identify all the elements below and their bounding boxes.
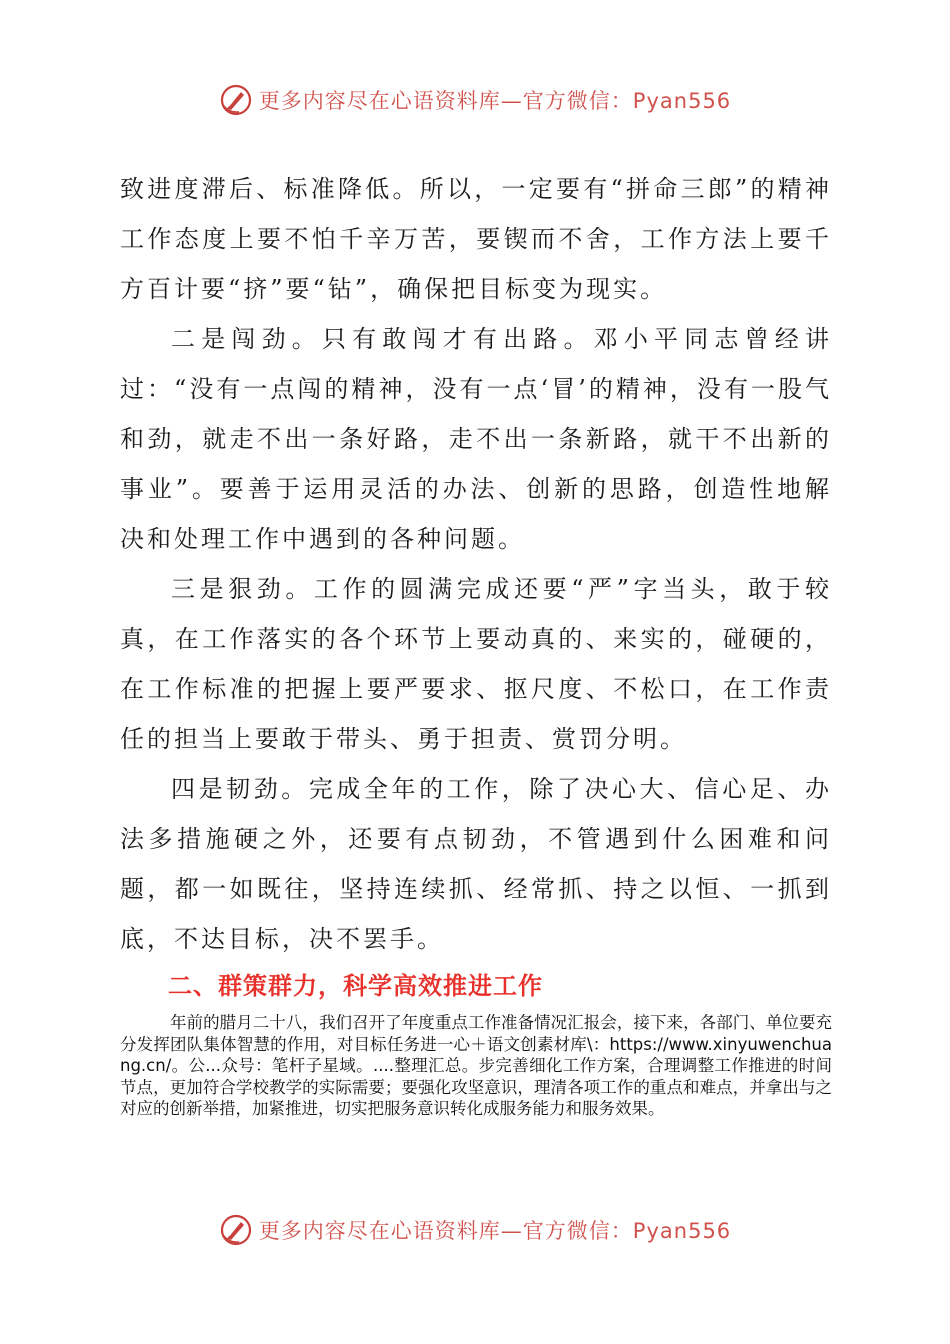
- header-banner: [0, 80, 950, 120]
- pen-logo-icon: [219, 1213, 253, 1247]
- document-body: [120, 164, 832, 964]
- pen-logo-icon: [219, 83, 253, 117]
- paragraph-henjin: 三是狠劲。工作的圆满完成还要“严”字当头，敢于较真，在工作落实的各个环节上要动真的、来实的，碰硬的，在工作标准的把握上要严要求、抠尺度、不松口，在工作责任的担当上要敢于带头、勇于担责、赏罚分明。: [120, 575, 832, 753]
- banner-text: 更多内容尽在心语资料库—官方微信：Pyan556: [258, 1219, 732, 1243]
- paragraph-renjin: 四是韧劲。完成全年的工作，除了决心大、信心足、办法多措施硬之外，还要有点韧劲，不管遇到什么困难和问题，都一如既往，坚持连续抓、经常抓、持之以恒、一抓到底，不达目标，决不罢手。: [120, 775, 832, 953]
- banner-text: 更多内容尽在心语资料库—官方微信：Pyan556: [258, 89, 732, 113]
- section-paragraph: 年前的腊月二十八，我们召开了年度重点工作准备情况汇报会，接下来，各部门、单位要充分发挥团队集体智慧的作用，对目标任务进一心＋语文创素材库\：https://www.xinyuwenchuang.cn/。公...众号：笔杆子星域。....整理汇总。步完善细化工作方案，合理调整工作推进的时间节点，更加符合学校教学的实际需要；要强化攻坚意识，理清各项工作的重点和难点，并拿出与之对应的创新举措，加紧推进，切实把服务意识转化成服务能力和服务效果。: [120, 1013, 832, 1118]
- paragraph-continuation: 致进度滞后、标准降低。所以，一定要有“拼命三郎”的精神工作态度上要不怕千辛万苦，要锲而不舍，工作方法上要千方百计要“挤”要“钻”，确保把目标变为现实。: [120, 175, 832, 303]
- footer-banner: [0, 1210, 950, 1250]
- paragraph-chuangjin: 二是闯劲。只有敢闯才有出路。邓小平同志曾经讲过：“没有一点闯的精神，没有一点‘冒’的精神，没有一股气和劲，就走不出一条好路，走不出一条新路，就干不出新的事业”。要善于运用灵活的办法、创新的思路，创造性地解决和处理工作中遇到的各种问题。: [120, 325, 832, 553]
- section-heading: 二、群策群力，科学高效推进工作: [168, 972, 543, 1000]
